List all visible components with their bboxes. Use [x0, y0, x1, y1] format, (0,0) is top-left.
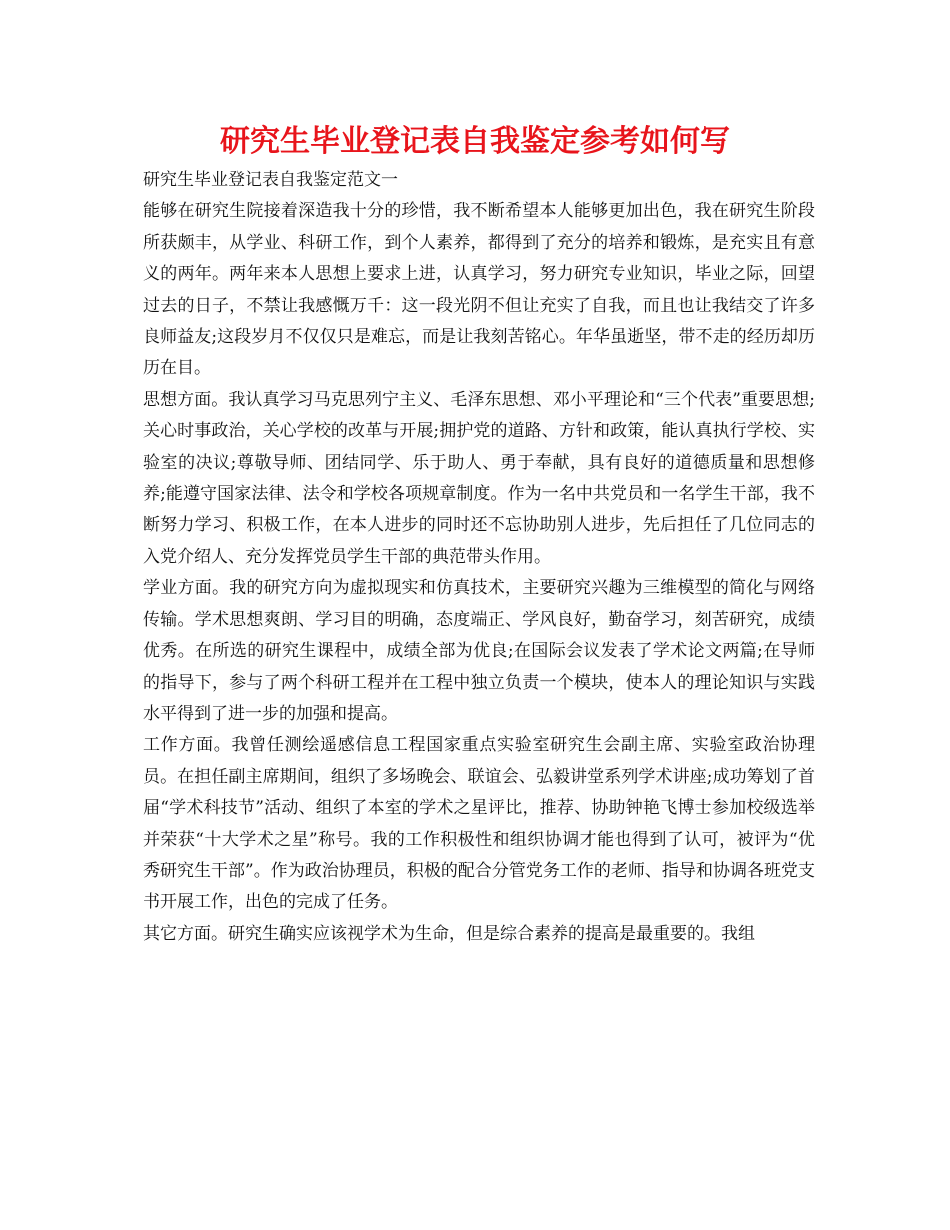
paragraph-intro: 能够在研究生院接着深造我十分的珍惜，我不断希望本人能够更加出色，我在研究生阶段所获颇丰，从学业、科研工作，到个人素养，都得到了充分的培养和锻炼，是充实且有意义的两年。两年来本人思想上要求上进，认真学习，努力研究专业知识，毕业之际，回望过去的日子，不禁让我感慨万千：这一段光阴不但让充实了自我，而且也让我结交了许多良师益友;这段岁月不仅仅只是难忘，而是让我刻苦铭心。年华虽逝坚，带不走的经历却历历在目。: [143, 201, 815, 379]
document-body: [143, 165, 815, 950]
paragraph-study: 学业方面。我的研究方向为虚拟现实和仿真技术，主要研究兴趣为三维模型的简化与网络传输。学术思想爽朗、学习目的明确，态度端正、学风良好，勤奋学习，刻苦研究，成绩优秀。在所选的研究生课程中，成绩全部为优良;在国际会议发表了学术论文两篇;在导师的指导下，参与了两个科研工程并在工程中独立负责一个模块，使本人的理论知识与实践水平得到了进一步的加强和提高。: [143, 578, 815, 724]
document-subtitle: 研究生毕业登记表自我鉴定范文一: [143, 170, 398, 190]
document-title: 研究生毕业登记表自我鉴定参考如何写: [220, 124, 730, 159]
paragraph-thought: 思想方面。我认真学习马克思列宁主义、毛泽东思想、邓小平理论和“三个代表”重要思想;关心时事政治，关心学校的改革与开展;拥护党的道路、方针和政策，能认真执行学校、实验室的决议;尊敬导师、团结同学、乐于助人、勇于奉献，具有良好的道德质量和思想修养;能遵守国家法律、法令和学校各项规章制度。作为一名中共党员和一名学生干部，我不断努力学习、积极工作，在本人进步的同时还不忘协助别人进步，先后担任了几位同志的入党介绍人、充分发挥党员学生干部的典范带头作用。: [143, 389, 815, 567]
paragraph-other: 其它方面。研究生确实应该视学术为生命，但是综合素养的提高是最重要的。我组: [143, 923, 755, 944]
paragraph-work: 工作方面。我曾任测绘遥感信息工程国家重点实验室研究生会副主席、实验室政治协理员。在担任副主席期间，组织了多场晚会、联谊会、弘毅讲堂系列学术讲座;成功筹划了首届“学术科技节”活动、组织了本室的学术之星评比，推荐、协助钟艳飞博士参加校级选举并荣获“十大学术之星”称号。我的工作积极性和组织协调才能也得到了认可，被评为“优秀研究生干部”。作为政治协理员，积极的配合分管党务工作的老师、指导和协调各班党支书开展工作，出色的完成了任务。: [143, 735, 815, 913]
